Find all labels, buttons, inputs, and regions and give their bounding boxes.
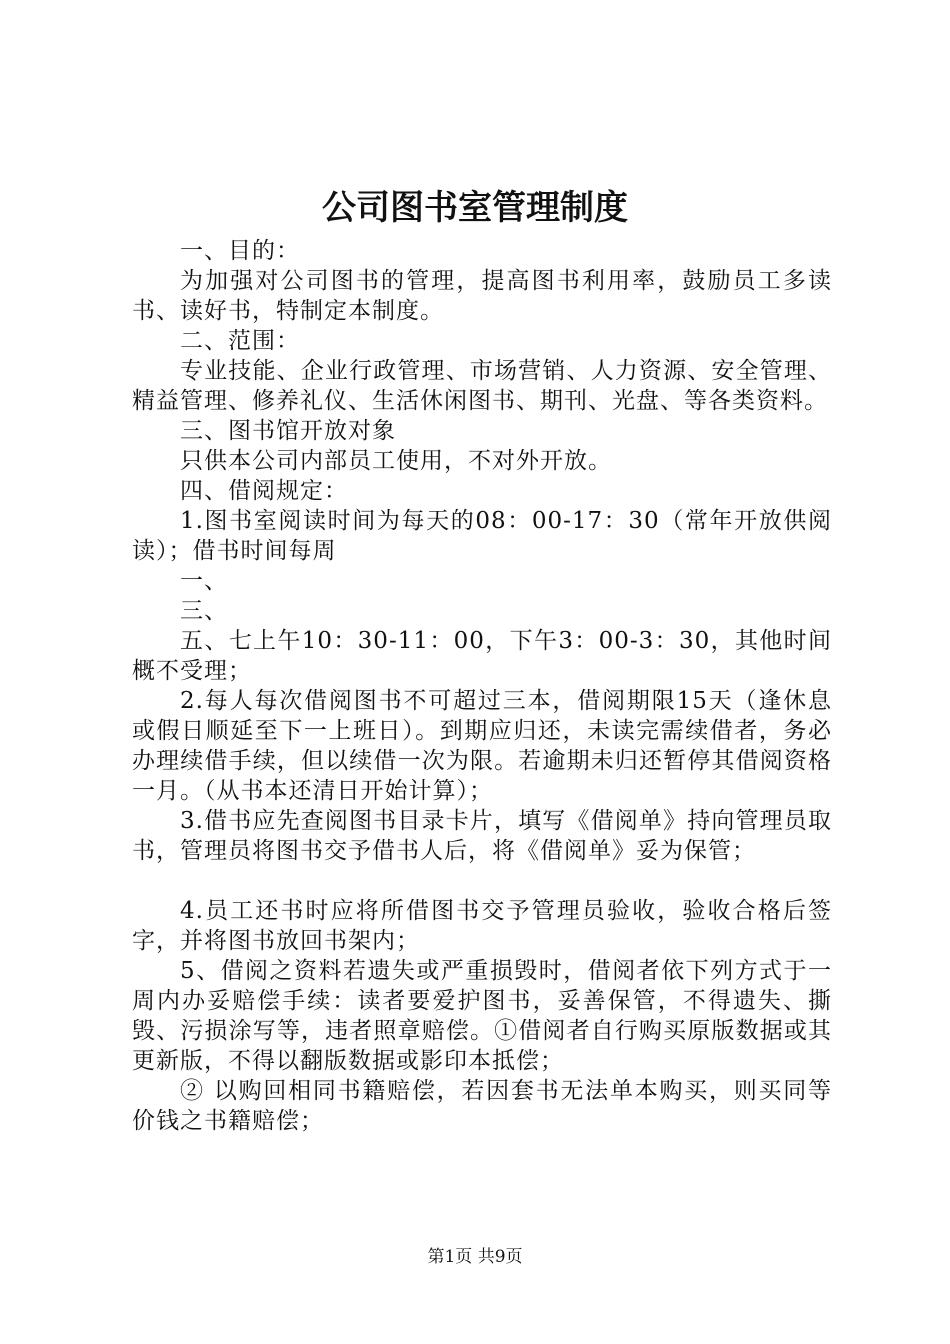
rule-3: 3.借书应先查阅图书目录卡片，填写《借阅单》持向管理员取书，管理员将图书交予借书人后，将《借阅单》妥为保管； xyxy=(132,808,832,864)
rule-2: 2.每人每次借阅图书不可超过三本，借阅期限15天（逢休息或假日顺延至下一上班日）。到期应归还，未读完需续借者，务必办理续借手续，但以续借一次为限。若逾期未归还暂停其借阅资格一月。（从书本还清日开始计算）； xyxy=(132,688,832,804)
rule-5: 5、借阅之资料若遗失或严重损毁时，借阅者依下列方式于一周内办妥赔偿手续：读者要爱护图书，妥善保管，不得遗失、撕毁、污损涂写等，违者照章赔偿。①借阅者自行购买原版数据或其更新版，不得以翻版数据或影印本抵偿； xyxy=(132,958,832,1074)
document-body xyxy=(132,236,832,1136)
section-heading-rules: 四、借阅规定： xyxy=(180,478,348,504)
paragraph-gap xyxy=(132,866,832,896)
paragraph-purpose: 为加强对公司图书的管理，提高图书利用率，鼓励员工多读书、读好书，特制定本制度。 xyxy=(132,268,832,324)
paragraph-scope: 专业技能、企业行政管理、市场营销、人力资源、安全管理、精益管理、修养礼仪、生活休闲图书、期刊、光盘、等各类资料。 xyxy=(132,358,832,414)
section-heading-scope: 二、范围： xyxy=(180,328,300,354)
rule-1-day-a: 一、 xyxy=(180,568,228,594)
rule-1-hours: 五、七上午10：30-11：00，下午3：00-3：30，其他时间概不受理； xyxy=(132,628,832,684)
page-footer: 第1页 共9页 xyxy=(427,1247,523,1267)
rule-5-compensation: ② 以购回相同书籍赔偿，若因套书无法单本购买，则买同等价钱之书籍赔偿； xyxy=(132,1078,832,1134)
document-title: 公司图书室管理制度 xyxy=(322,188,628,228)
rule-1-day-b: 三、 xyxy=(180,598,228,624)
paragraph-audience: 只供本公司内部员工使用，不对外开放。 xyxy=(180,448,612,474)
rule-4: 4.员工还书时应将所借图书交予管理员验收，验收合格后签字，并将图书放回书架内； xyxy=(132,898,832,954)
section-heading-purpose: 一、目的： xyxy=(180,238,300,264)
rule-1: 1.图书室阅读时间为每天的08：00-17：30（常年开放供阅读）；借书时间每周 xyxy=(132,508,832,564)
section-heading-audience: 三、图书馆开放对象 xyxy=(180,418,396,444)
